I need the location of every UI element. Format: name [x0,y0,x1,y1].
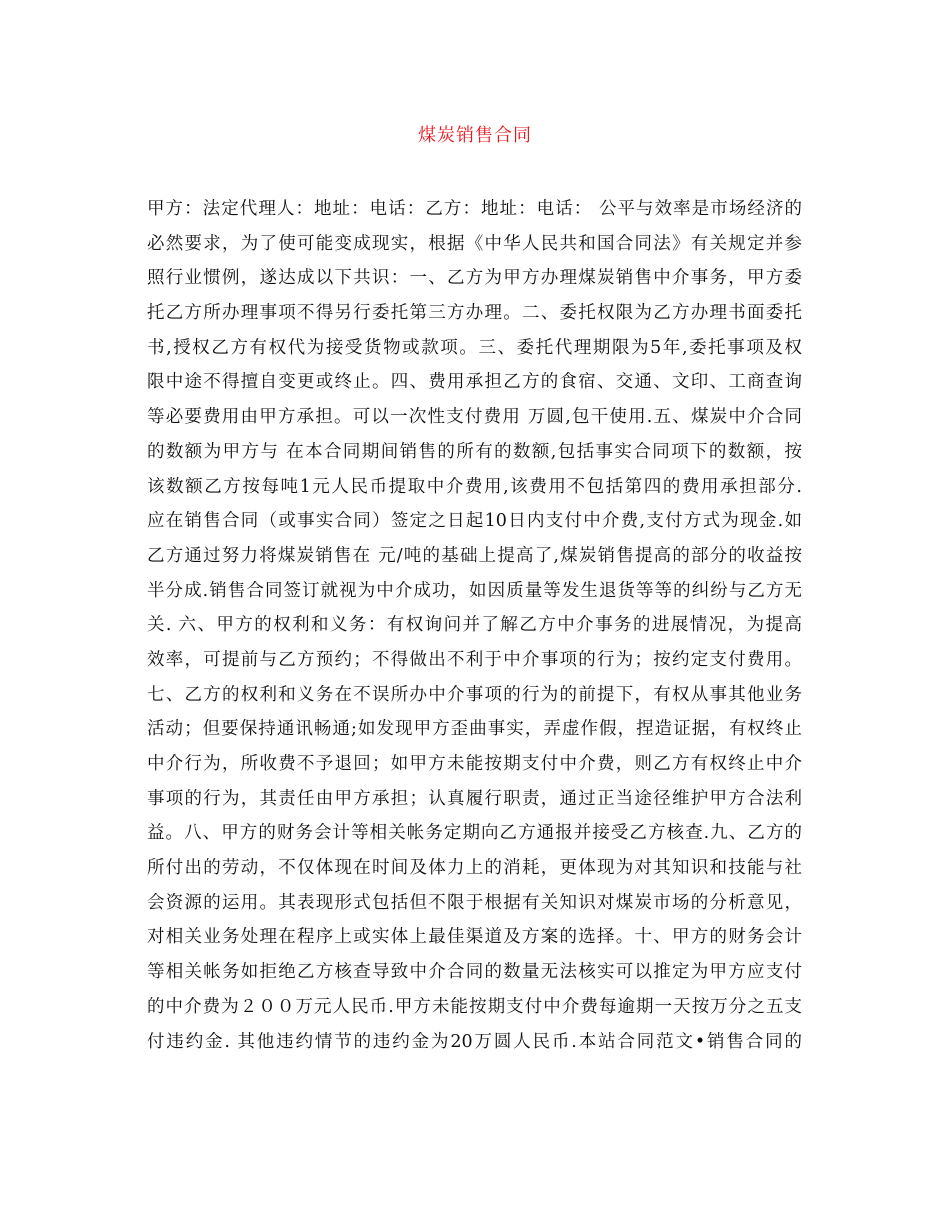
body-line: 乙方通过努力将煤炭销售在 元/吨的基础上提高了,煤炭销售提高的部分的收益按 [147,545,802,566]
body-line: 益。八、甲方的财务会计等相关帐务定期向乙方通报并接受乙方核查.九、乙方的 [147,823,802,844]
body-line: 事项的行为，其责任由甲方承担；认真履行职责，通过正当途径维护甲方合法利 [147,788,802,809]
body-line: 付违约金. 其他违约情节的违约金为20万圆人民币.本站合同范文•销售合同的 [147,1031,802,1052]
body-line: 七、乙方的权利和义务在不误所办中介事项的行为的前提下，有权从事其他业务 [147,684,802,705]
body-line: 所付出的劳动，不仅体现在时间及体力上的消耗，更体现为对其知识和技能与社 [147,858,802,879]
body-line: 照行业惯例，遂达成以下共识：一、乙方为甲方办理煤炭销售中介事务，甲方委 [147,268,802,289]
body-line: 关. 六、甲方的权利和义务：有权询问并了解乙方中介事务的进展情况，为提高 [147,615,802,636]
document-body [147,192,802,1059]
document-title: 煤炭销售合同 [418,125,532,146]
body-line: 效率，可提前与乙方预约；不得做出不利于中介事项的行为；按约定支付费用。 [147,649,802,670]
body-line: 该数额乙方按每吨1元人民币提取中介费用,该费用不包括第四的费用承担部分. [147,476,802,497]
body-line: 的中介费为２００万元人民币.甲方未能按期支付中介费每逾期一天按万分之五支 [147,996,802,1017]
body-line: 对相关业务处理在程序上或实体上最佳渠道及方案的选择。十、甲方的财务会计 [147,927,802,948]
body-line: 活动；但要保持通讯畅通;如发现甲方歪曲事实，弄虚作假，捏造证据，有权终止 [147,719,802,740]
body-line: 限中途不得擅自变更或终止。四、费用承担乙方的食宿、交通、文印、工商查询 [147,372,802,393]
body-line: 必然要求，为了使可能变成现实，根据《中华人民共和国合同法》有关规定并参 [147,233,802,254]
body-line: 半分成.销售合同签订就视为中介成功，如因质量等发生退货等等的纠纷与乙方无 [147,580,802,601]
body-line: 等必要费用由甲方承担。可以一次性支付费用 万圆,包干使用.五、煤炭中介合同 [147,407,802,428]
body-line: 书,授权乙方有权代为接受货物或款项。三、委托代理期限为5年,委托事项及权 [147,337,802,358]
body-line: 的数额为甲方与 在本合同期间销售的所有的数额,包括事实合同项下的数额，按 [147,441,802,462]
body-line: 等相关帐务如拒绝乙方核查导致中介合同的数量无法核实可以推定为甲方应支付 [147,962,802,983]
body-line: 甲方：法定代理人：地址：电话：乙方：地址：电话： 公平与效率是市场经济的 [147,199,802,219]
body-line: 应在销售合同（或事实合同）签定之日起10日内支付中介费,支付方式为现金.如 [147,511,802,532]
body-line: 托乙方所办理事项不得另行委托第三方办理。二、委托权限为乙方办理书面委托 [147,303,802,324]
body-line: 会资源的运用。其表现形式包括但不限于根据有关知识对煤炭市场的分析意见， [147,892,802,913]
body-line: 中介行为，所收费不予退回；如甲方未能按期支付中介费，则乙方有权终止中介 [147,754,802,774]
